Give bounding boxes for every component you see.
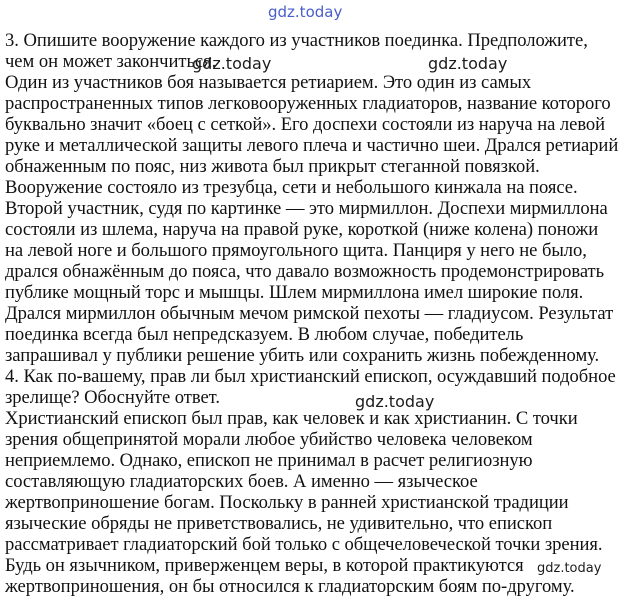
answer-4-line-4: составляющую гладиаторских боев. А именно — языческое: [5, 471, 478, 492]
watermark-overlay-1: gdz.today: [192, 54, 272, 73]
answer-3-line-13: поединка всегда был непредсказуем. В любом случае, победитель: [5, 324, 524, 345]
watermark-top: gdz.today: [268, 3, 343, 21]
answer-4-line-9: жертвоприношения, он бы относился к гладиаторским боям по-другому.: [5, 576, 575, 597]
question-4-line-1: 4. Как по-вашему, прав ли был христианский епископ, осуждавший подобное: [5, 366, 616, 387]
answer-3-line-11: публике мощный торс и мышцы. Шлем мирмиллона имел широкие поля.: [5, 282, 584, 303]
answer-3-line-5: обнаженным по пояс, низ живота был прикрыт стеганной повязкой.: [5, 156, 540, 177]
answer-4-line-7: рассматривает гладиаторский бой только с общечеловеческой точки зрения.: [5, 534, 603, 555]
answer-3-line-4: руке и металлической защиты левого плеча и частично шеи. Дрался ретиарий: [5, 135, 619, 156]
watermark-overlay-4: gdz.today: [537, 561, 602, 576]
watermark-overlay-3: gdz.today: [355, 392, 435, 411]
question-3-line-1: 3. Опишите вооружение каждого из участников поединка. Предположите,: [5, 30, 588, 51]
answer-4-line-8: Будь он язычником, приверженцем веры, в которой практикуются: [5, 555, 524, 576]
question-3-line-2: чем он может закончиться.: [5, 51, 217, 72]
answer-3-line-1: Один из участников боя называется ретиарием. Это один из самых: [5, 72, 532, 93]
answer-3-line-2: распространенных типов легковооруженных гладиаторов, название которого: [5, 93, 611, 114]
answer-3-line-7: Второй участник, судя по картинке — это мирмиллон. Доспехи мирмиллона: [5, 198, 608, 219]
answer-4-line-3: неприемлемо. Однако, епископ не принимал в расчет религиозную: [5, 450, 533, 471]
answer-3-line-12: Дрался мирмиллон обычным мечом римской пехоты — гладиусом. Результат: [5, 303, 614, 324]
answer-3-line-8: состояли из шлема, наруча на правой руке, короткой (ниже колена) поножи: [5, 219, 599, 240]
watermark-overlay-2: gdz.today: [428, 54, 508, 73]
answer-3-line-14: запрашивал у публики решение убить или сохранить жизнь побежденному.: [5, 345, 600, 366]
answer-4-line-6: языческие обряды не приветствовались, не удивительно, что епископ: [5, 513, 553, 534]
answer-3-line-10: дрался обнажённым до пояса, что давало возможность продемонстрировать: [5, 261, 605, 282]
answer-3-line-9: на левой ноге и большого прямоугольного щита. Панциря у него не было,: [5, 240, 587, 261]
answer-4-line-2: зрения общепринятой морали любое убийство человека человеком: [5, 429, 533, 450]
question-4-line-2: зрелище? Обоснуйте ответ.: [5, 387, 220, 408]
answer-3-line-3: буквально значит «боец с сеткой». Его доспехи состояли из наруча на левой: [5, 114, 606, 135]
answer-4-line-5: жертвоприношение богам. Поскольку в ранней христианской традиции: [5, 492, 569, 513]
answer-3-line-6: Вооружение состояло из трезубца, сети и небольшого кинжала на поясе.: [5, 177, 578, 198]
answer-4-line-1: Христианский епископ был прав, как человек и как христианин. С точки: [5, 408, 578, 429]
